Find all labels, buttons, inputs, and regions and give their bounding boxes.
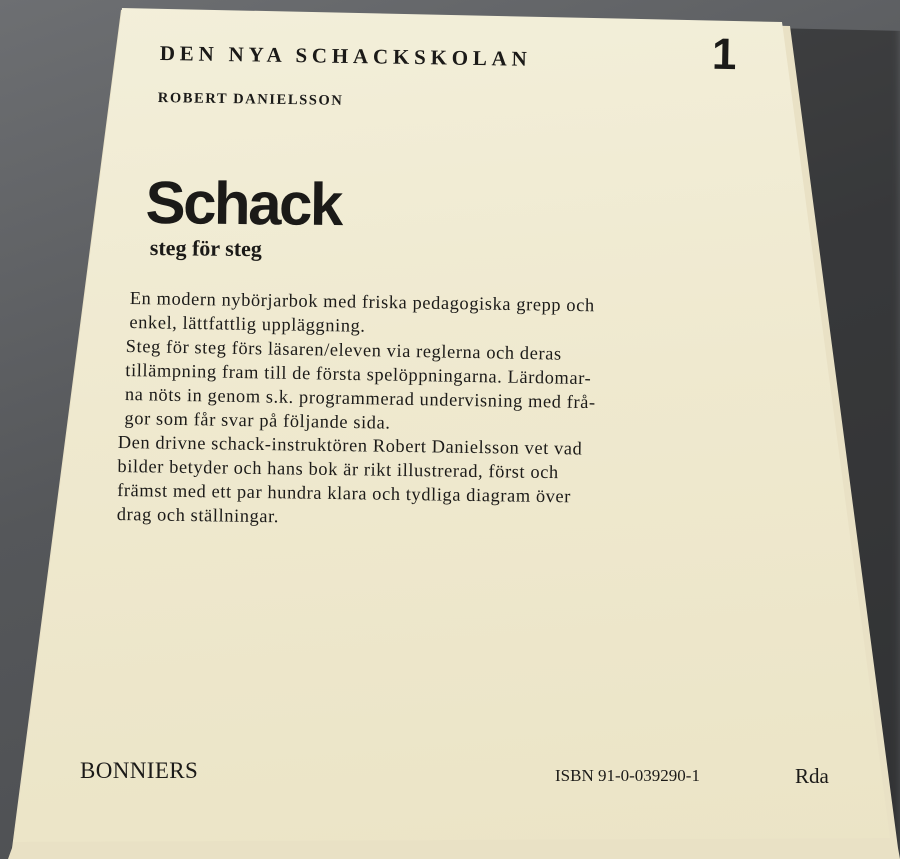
blurb-line: na nöts in genom s.k. programmerad undervisning med frå- bbox=[124, 383, 596, 413]
blurb-line: Den drivne schack-instruktören Robert Danielsson vet vad bbox=[117, 431, 583, 459]
shelf-code: Rda bbox=[795, 764, 829, 788]
isbn-number: ISBN 91-0-039290-1 bbox=[555, 766, 700, 785]
publisher-name: BONNIERS bbox=[80, 758, 199, 783]
book-subtitle: steg för steg bbox=[149, 235, 262, 262]
series-title: DEN NYA SCHACKSKOLAN bbox=[159, 41, 532, 71]
blurb-line: En modern nybörjarbok med friska pedagogiska grepp och bbox=[129, 287, 595, 316]
blurb-line: främst med ett par hundra klara och tydliga diagram över bbox=[117, 479, 572, 507]
volume-number: 1 bbox=[711, 29, 737, 80]
blurb-paragraph-1 bbox=[129, 286, 690, 343]
author-name: ROBERT DANIELSSON bbox=[157, 90, 344, 109]
blurb-line: bilder betyder och hans bok är rikt illustrerad, först och bbox=[117, 455, 559, 483]
blurb-line: tillämpning fram till de första spelöppningarna. Lärdomar- bbox=[125, 359, 592, 389]
blurb-line: enkel, lättfattlig uppläggning. bbox=[129, 311, 366, 336]
blurb-line: drag och ställningar. bbox=[116, 503, 280, 527]
blurb-paragraph-3 bbox=[117, 430, 698, 534]
blurb-line: gor som får svar på följande sida. bbox=[124, 407, 391, 433]
blurb-paragraph-2 bbox=[124, 334, 686, 440]
book-title: Schack bbox=[145, 168, 342, 239]
blurb-line: Steg för steg förs läsaren/eleven via reglerna och deras bbox=[125, 335, 562, 364]
